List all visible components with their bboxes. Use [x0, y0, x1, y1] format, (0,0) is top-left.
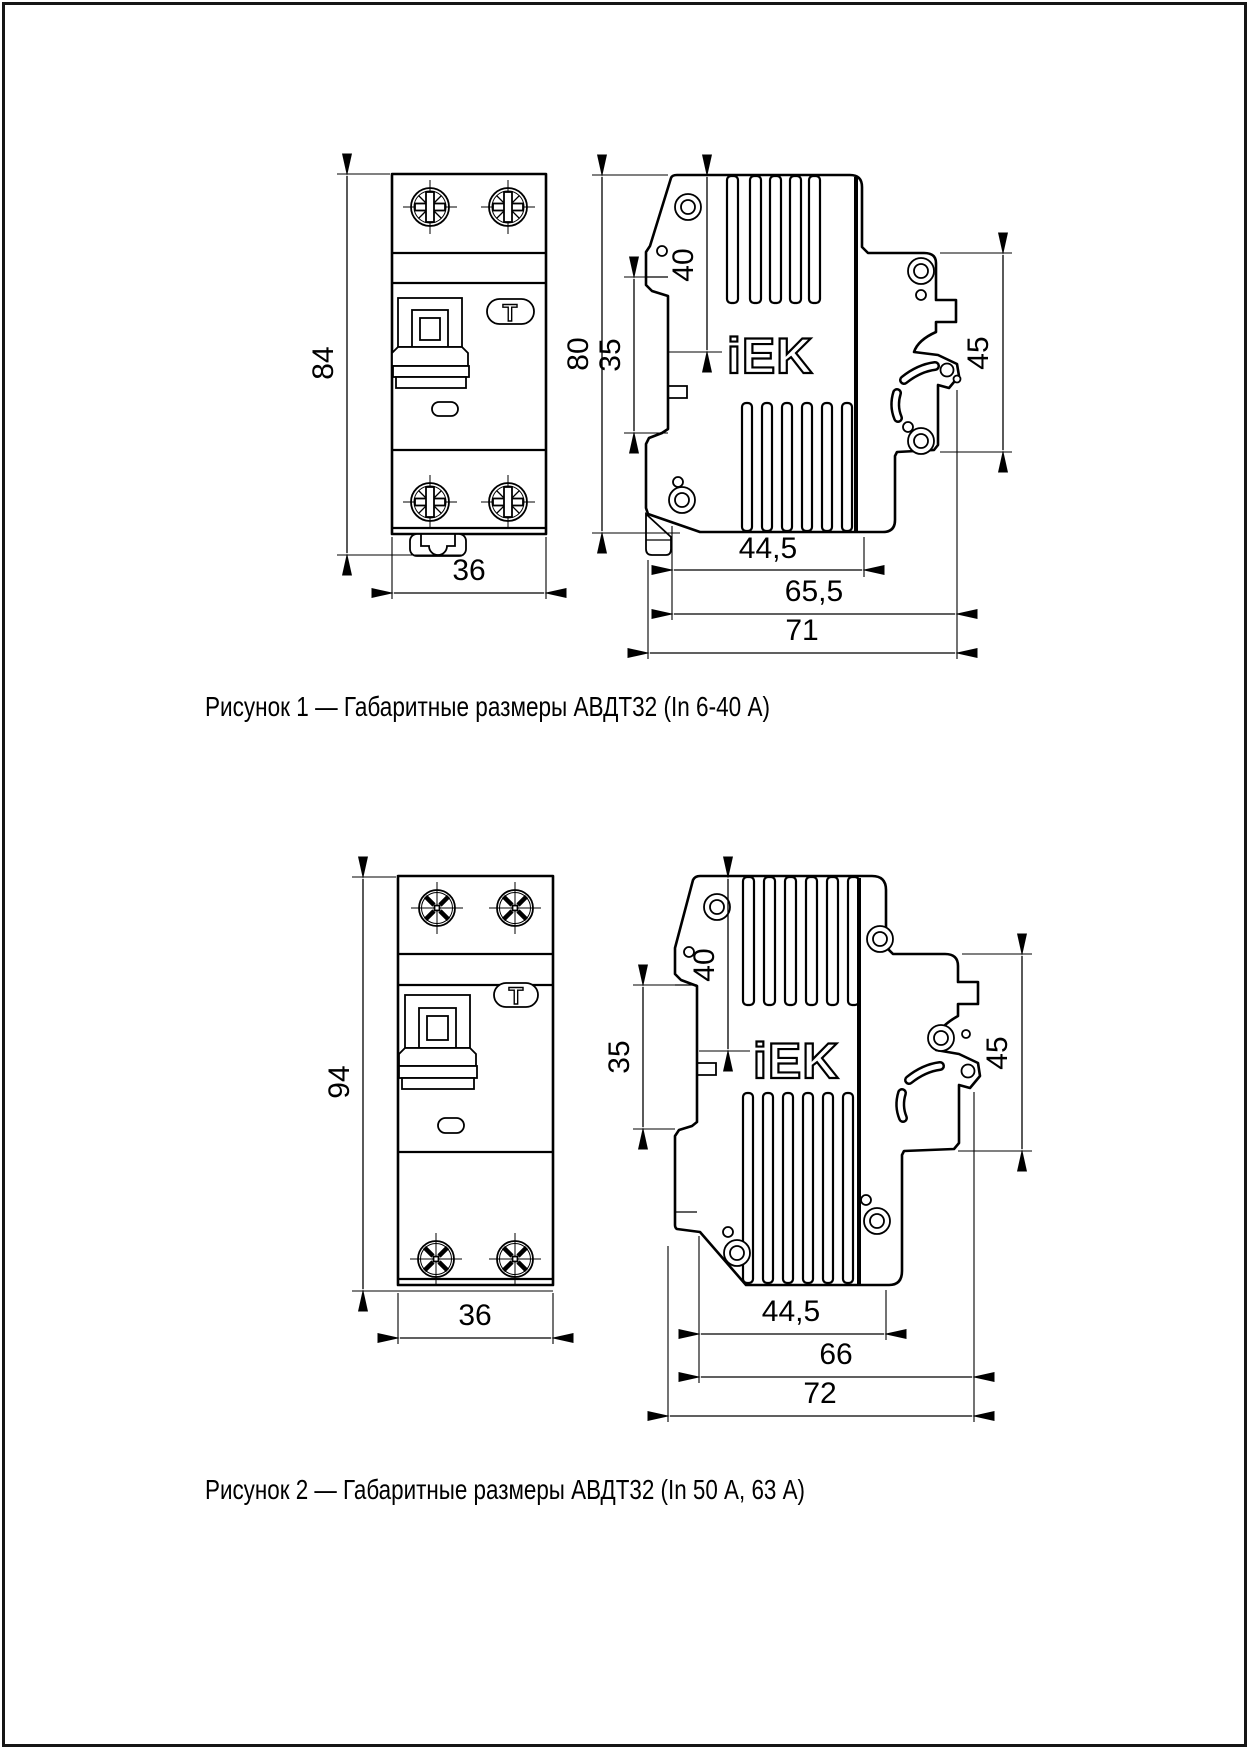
- dim-label-40: 40: [688, 948, 721, 982]
- dim-label-35: 35: [603, 1040, 636, 1074]
- test-button-label: Т: [502, 300, 518, 327]
- dim-label-35: 35: [594, 338, 627, 372]
- figure-1-side-view: [562, 175, 1012, 659]
- small-hole: [657, 246, 667, 256]
- figure-2-side-view: [603, 876, 1032, 1422]
- dim-label-66: 66: [819, 1338, 853, 1371]
- small-hole: [962, 1030, 970, 1038]
- dim-side-35: [594, 277, 668, 433]
- figure-1: [205, 174, 1012, 722]
- small-hole: [861, 1195, 871, 1205]
- test-button: [487, 299, 534, 327]
- dim-front-width: [398, 1293, 553, 1344]
- latch-hole: [954, 376, 961, 383]
- figure-2-front-view: [323, 876, 553, 1344]
- terminal-screw-side-icon: [908, 258, 934, 284]
- small-hole: [903, 422, 913, 432]
- dim-label-94: 94: [323, 1065, 356, 1099]
- dim-label-36: 36: [458, 1299, 492, 1332]
- dim-label-80: 80: [562, 337, 595, 371]
- dim-label-45: 45: [962, 336, 995, 370]
- small-hole: [673, 477, 683, 487]
- test-button: [494, 983, 538, 1010]
- small-hole: [916, 290, 926, 300]
- dim-label-45: 45: [981, 1036, 1014, 1070]
- dim-label-36: 36: [452, 554, 486, 587]
- toggle-handle: [392, 298, 469, 388]
- case-rivet-icon: [675, 194, 701, 220]
- dim-label-40: 40: [667, 248, 700, 282]
- small-hole: [723, 1227, 733, 1237]
- case-rivet-icon: [669, 487, 695, 513]
- dim-label-71: 71: [785, 614, 819, 647]
- dim-label-44-5: 44,5: [738, 532, 798, 565]
- dim-label-84: 84: [307, 346, 340, 380]
- terminal-screw-side-icon: [928, 1025, 954, 1051]
- latch-pivot: [941, 364, 954, 377]
- dim-side-45: [940, 253, 1012, 452]
- iek-logo: iEK: [727, 328, 814, 384]
- dim-label-44-5: 44,5: [761, 1295, 821, 1328]
- case-rivet-icon: [704, 894, 730, 920]
- dim-label-72: 72: [803, 1377, 837, 1410]
- case-rivet-icon: [724, 1240, 750, 1266]
- din-clip: [410, 534, 466, 556]
- toggle-handle: [399, 995, 477, 1089]
- case-rivet-icon: [864, 1208, 890, 1234]
- iek-logo: iEK: [753, 1033, 840, 1089]
- figure-1-front-view: [307, 174, 546, 599]
- latch-pivot: [962, 1065, 975, 1078]
- test-button-label: Т: [508, 983, 524, 1010]
- dim-side-35: [603, 985, 675, 1129]
- figure-2-caption: Рисунок 2 — Габаритные размеры АВДТ32 (In 50 А, 63 А): [205, 1474, 805, 1505]
- dim-label-65-5: 65,5: [784, 575, 844, 608]
- terminal-screw-side-icon: [908, 428, 934, 454]
- case-rivet-icon: [867, 926, 893, 952]
- figure-2: [205, 876, 1032, 1505]
- figure-1-caption: Рисунок 1 — Габаритные размеры АВДТ32 (In 6-40 А): [205, 691, 770, 722]
